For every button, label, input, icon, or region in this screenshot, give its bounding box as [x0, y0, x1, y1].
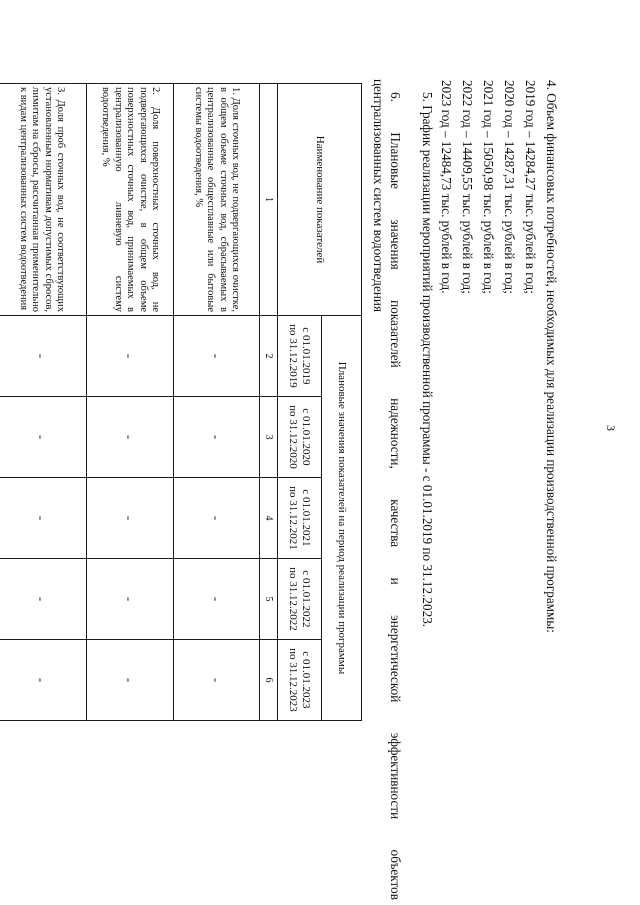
- indicator-value: -: [0, 640, 87, 721]
- financing-year-2019: 2019 год – 14284,27 тыс. рублей в год;: [523, 80, 538, 294]
- section6-word: Плановые: [388, 132, 403, 189]
- section6-word: надежности,: [388, 398, 403, 469]
- column-number: 1: [260, 84, 278, 316]
- period-to: по 31.12.2022: [287, 567, 300, 631]
- period-from: с 01.01.2021: [300, 489, 313, 547]
- period-from: с 01.01.2019: [300, 327, 313, 385]
- schedule-text: 5. График реализации мероприятий производственной программы - с 01.01.2019 по 31.12.2023.: [420, 92, 435, 628]
- indicator-value: -: [0, 478, 87, 559]
- period-from: с 01.01.2020: [300, 408, 313, 466]
- period-from: с 01.01.2023: [300, 651, 313, 709]
- column-number: 5: [260, 559, 278, 640]
- indicator-value: -: [0, 316, 87, 397]
- indicator-value: -: [87, 640, 174, 721]
- period-from: с 01.01.2022: [300, 570, 313, 628]
- section6-line1: [387, 92, 404, 900]
- financing-year-2023: 2023 год – 12484,73 тыс. рублей в год.: [439, 80, 454, 294]
- period-cell: [278, 559, 322, 640]
- column-number: 3: [260, 397, 278, 478]
- indicator-value: -: [174, 316, 260, 397]
- column-number: 4: [260, 478, 278, 559]
- indicators-table: [0, 83, 362, 721]
- indicator-value: -: [87, 478, 174, 559]
- period-cell: [278, 316, 322, 397]
- financing-section: [436, 80, 562, 633]
- column-number: 6: [260, 640, 278, 721]
- section6-word: эффективности: [388, 732, 403, 820]
- page-number: 3: [604, 425, 618, 431]
- indicator-name: 3. Доля проб сточных вод, не соответствующих установленным нормативам допустимых сбросов, лимитам на сбросы, рассчитанная применительно к видам централизованных систем водоотведения: [0, 84, 87, 316]
- indicator-value: -: [174, 478, 260, 559]
- indicator-value: -: [87, 316, 174, 397]
- section6-line2: централизованных систем водоотведения: [371, 79, 386, 313]
- indicator-name: 1. Доля сточных вод, не подвергающихся очистке, в общем объеме сточных вод, сбрасываемых в централизованные общесплавные или бытовые системы водоотведения, %: [174, 84, 260, 316]
- section6-word: показателей: [388, 300, 403, 368]
- period-cell: [278, 397, 322, 478]
- financing-year-2021: 2021 год – 15050,98 тыс. рублей в год;: [481, 80, 496, 294]
- column-number: 2: [260, 316, 278, 397]
- indicator-value: -: [0, 559, 87, 640]
- section6-word: и: [388, 577, 403, 585]
- indicator-value: -: [174, 640, 260, 721]
- section6-word: качества: [388, 499, 403, 548]
- financing-year-2020: 2020 год – 14287,31 тыс. рублей в год;: [502, 80, 517, 294]
- period-cell: [278, 640, 322, 721]
- table-row: [174, 84, 260, 721]
- section6-word: 6.: [388, 92, 403, 102]
- section6-heading: [371, 79, 404, 900]
- indicator-value: -: [0, 397, 87, 478]
- indicator-value: -: [174, 559, 260, 640]
- section6-word: энергетической: [388, 615, 403, 703]
- indicator-value: -: [87, 559, 174, 640]
- indicator-value: -: [174, 397, 260, 478]
- indicator-name: 2. Доля поверхностных сточных вод, не подвергающихся очистке, в общем объеме поверхностных сточных вод, принимаемых в централизованную ливневую систему водоотведения, %: [87, 84, 174, 316]
- period-to: по 31.12.2021: [287, 486, 300, 550]
- header-planned-values: Плановые значения показателей на период реализации программы: [322, 316, 362, 721]
- period-to: по 31.12.2023: [287, 648, 300, 712]
- table-row: [0, 84, 87, 721]
- financing-heading: 4. Объем финансовых потребностей, необходимых для реализации производственной программы:: [544, 80, 559, 633]
- table-column-number-row: [260, 84, 278, 721]
- header-indicator-name: Наименование показателей: [278, 84, 362, 316]
- table-header-row: [322, 84, 362, 721]
- table-row: [87, 84, 174, 721]
- period-to: по 31.12.2020: [287, 405, 300, 469]
- period-to: по 31.12.2019: [287, 324, 300, 388]
- section6-word: объектов: [388, 849, 403, 900]
- period-cell: [278, 478, 322, 559]
- section6-word: значения: [388, 219, 403, 270]
- financing-year-2022: 2022 год – 14409,55 тыс. рублей в год;: [460, 80, 475, 294]
- indicator-value: -: [87, 397, 174, 478]
